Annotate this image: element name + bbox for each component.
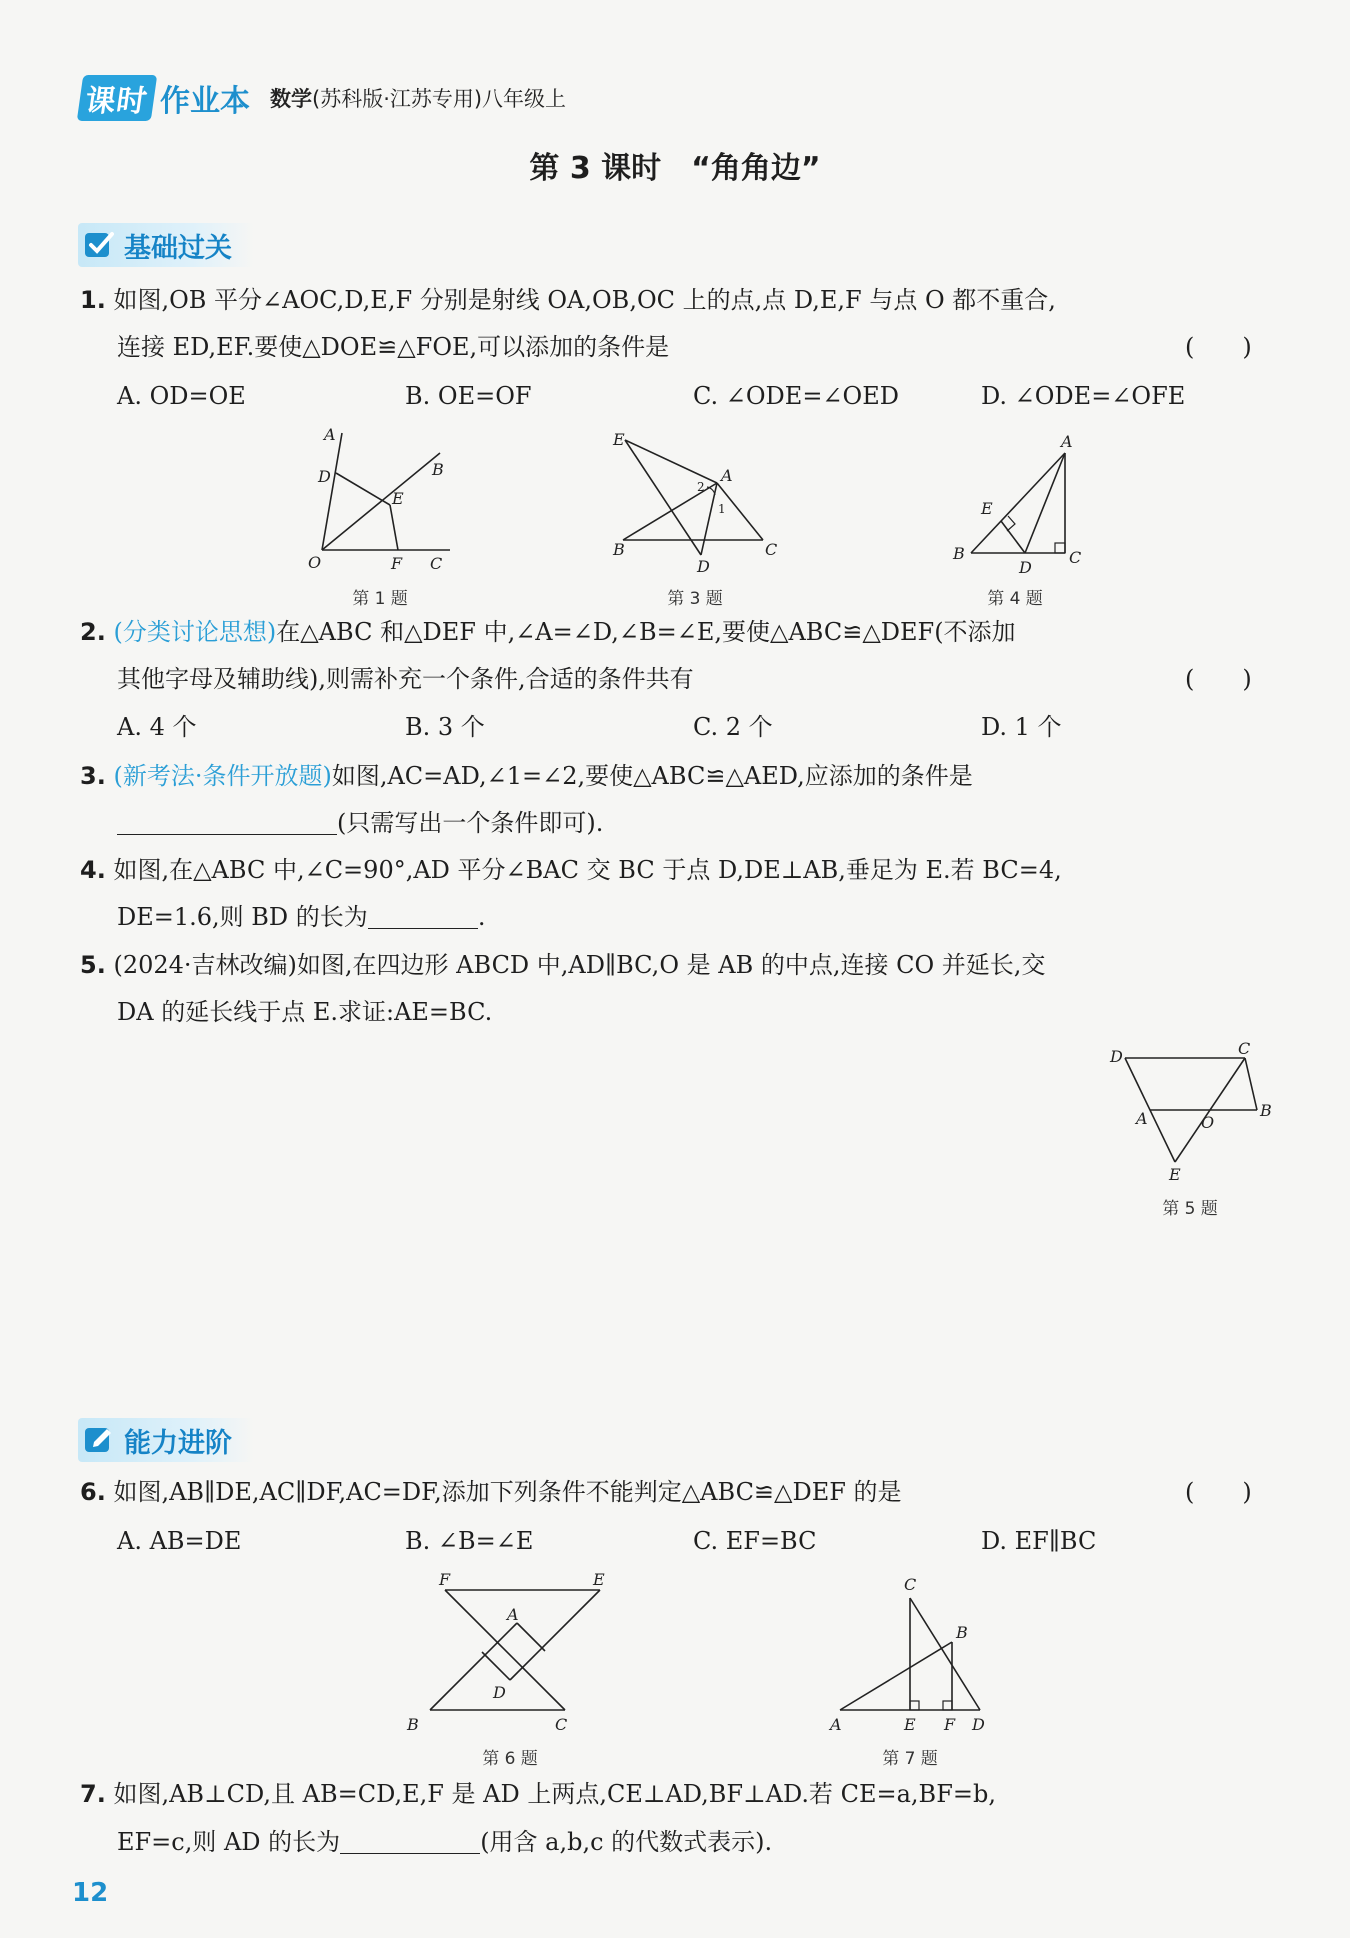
q6-line1: 6. 如图,AB∥DE,AC∥DF,AC=DF,添加下列条件不能判定△ABC≌△DEF 的是 [80,1478,902,1506]
section-header-advanced [78,1418,254,1462]
answer-parentheses: ( ) [1185,665,1252,693]
figure-6-diagram [395,1570,625,1740]
point-label: C [1238,1040,1251,1058]
q2-option-d: D. 1 个 [981,713,1062,741]
figure-3 [605,425,785,609]
point-label: A [507,1605,519,1624]
figure-4 [935,425,1095,609]
figure-7-diagram [820,1570,1000,1740]
point-label: B [953,544,965,563]
figure-caption: 第 6 题 [482,1749,538,1769]
figure-7 [820,1570,1000,1769]
q4-line2: DE=1.6,则 BD 的长为 . [117,893,485,941]
point-label: E [613,430,625,449]
book-header [80,76,566,120]
q2-option-b: B. 3 个 [405,713,485,741]
point-label: E [1169,1165,1181,1184]
q2-line2: 其他字母及辅助线),则需补充一个条件,合适的条件共有 [117,665,694,693]
q2-option-a: A. 4 个 [117,713,197,741]
point-label: B [1260,1101,1272,1120]
book-subtitle: 数学(苏科版·江苏专用)八年级上 [270,87,567,111]
q1-line2: 连接 ED,EF.要使△DOE≌△FOE,可以添加的条件是 [117,333,670,361]
point-label: D [318,467,331,486]
answer-blank[interactable] [117,804,337,835]
brand-logo: 课时 [77,75,157,121]
q7-line1: 7. 如图,AB⊥CD,且 AB=CD,E,F 是 AD 上两点,CE⊥AD,BF⊥AD.若 CE=a,BF=b, [80,1780,996,1808]
q1-option-c: C. ∠ODE=∠OED [693,382,899,410]
answer-parentheses: ( ) [1185,333,1252,361]
section-header-basic [78,223,254,267]
point-label: C [555,1715,568,1734]
point-label: C [904,1575,917,1594]
lesson-title: 第 3 课时 “角角边” [529,151,821,186]
angle-label: 2 [697,480,705,494]
figure-1 [300,425,460,609]
point-label: C [765,540,778,559]
point-label: B [956,1623,968,1642]
q3-line1: 3. (新考法·条件开放题)如图,AC=AD,∠1=∠2,要使△ABC≌△AED,应添加的条件是 [80,762,973,790]
point-label: B [613,540,625,559]
figure-4-diagram [935,425,1095,580]
section-title: 能力进阶 [124,1427,232,1459]
point-label: D [1019,558,1032,577]
point-label: E [392,489,404,508]
q3-line2: (只需写出一个条件即可). [117,799,603,847]
point-label: A [1136,1109,1148,1128]
answer-parentheses: ( ) [1185,1478,1252,1506]
checkbox-icon [82,228,116,262]
q2-line1: 2. (分类讨论思想)在△ABC 和△DEF 中,∠A=∠D,∠B=∠E,要使△ABC≌△DEF(不添加 [80,618,1016,646]
q6-option-b: B. ∠B=∠E [405,1527,534,1555]
point-label: O [308,553,322,572]
figure-5 [1105,1040,1275,1220]
figure-caption: 第 1 题 [352,589,408,609]
point-label: E [904,1715,916,1734]
section-title: 基础过关 [124,232,232,264]
angle-label: 1 [718,502,726,516]
answer-blank[interactable] [368,898,478,929]
point-label: F [944,1715,956,1734]
point-label: F [391,554,403,573]
q6-option-a: A. AB=DE [117,1527,242,1555]
pencil-icon [82,1423,116,1457]
q7-line2: EF=c,则 AD 的长为 (用含 a,b,c 的代数式表示). [117,1818,772,1866]
answer-blank[interactable] [340,1823,480,1854]
q2-option-c: C. 2 个 [693,713,773,741]
point-label: D [493,1683,506,1702]
point-label: B [432,460,444,479]
brand-name: 作业本 [160,84,250,119]
figure-caption: 第 4 题 [987,589,1043,609]
figure-caption: 第 7 题 [882,1749,938,1769]
point-label: E [981,499,993,518]
point-label: A [830,1715,842,1734]
q6-option-d: D. EF∥BC [981,1527,1097,1555]
q1-option-d: D. ∠ODE=∠OFE [981,382,1186,410]
q1-line1: 1. 如图,OB 平分∠AOC,D,E,F 分别是射线 OA,OB,OC 上的点,点 D,E,F 与点 O 都不重合, [80,286,1056,314]
figure-5-diagram [1105,1040,1275,1190]
point-label: A [324,425,336,444]
q5-line1: 5. (2024·吉林改编)如图,在四边形 ABCD 中,AD∥BC,O 是 AB 的中点,连接 CO 并延长,交 [80,951,1046,979]
q1-option-b: B. OE=OF [405,382,532,410]
point-label: E [593,1570,605,1589]
point-label: A [1061,432,1073,451]
q1-option-a: A. OD=OE [117,382,246,410]
point-label: B [407,1715,419,1734]
point-label: D [697,557,710,576]
point-label: F [439,1570,451,1589]
point-label: C [430,554,443,573]
figure-caption: 第 5 题 [1162,1199,1218,1219]
figure-6 [395,1570,625,1769]
page-number: 12 [72,1878,109,1908]
figure-1-diagram [300,425,460,580]
figure-caption: 第 3 题 [667,589,723,609]
point-label: C [1069,548,1082,567]
q6-option-c: C. EF=BC [693,1527,817,1555]
q5-line2: DA 的延长线于点 E.求证:AE=BC. [117,998,493,1026]
figure-3-diagram [605,425,785,580]
point-label: D [1110,1047,1123,1066]
q4-line1: 4. 如图,在△ABC 中,∠C=90°,AD 平分∠BAC 交 BC 于点 D,DE⊥AB,垂足为 E.若 BC=4, [80,856,1062,884]
point-label: D [972,1715,985,1734]
point-label: O [1201,1113,1215,1132]
point-label: A [721,466,733,485]
